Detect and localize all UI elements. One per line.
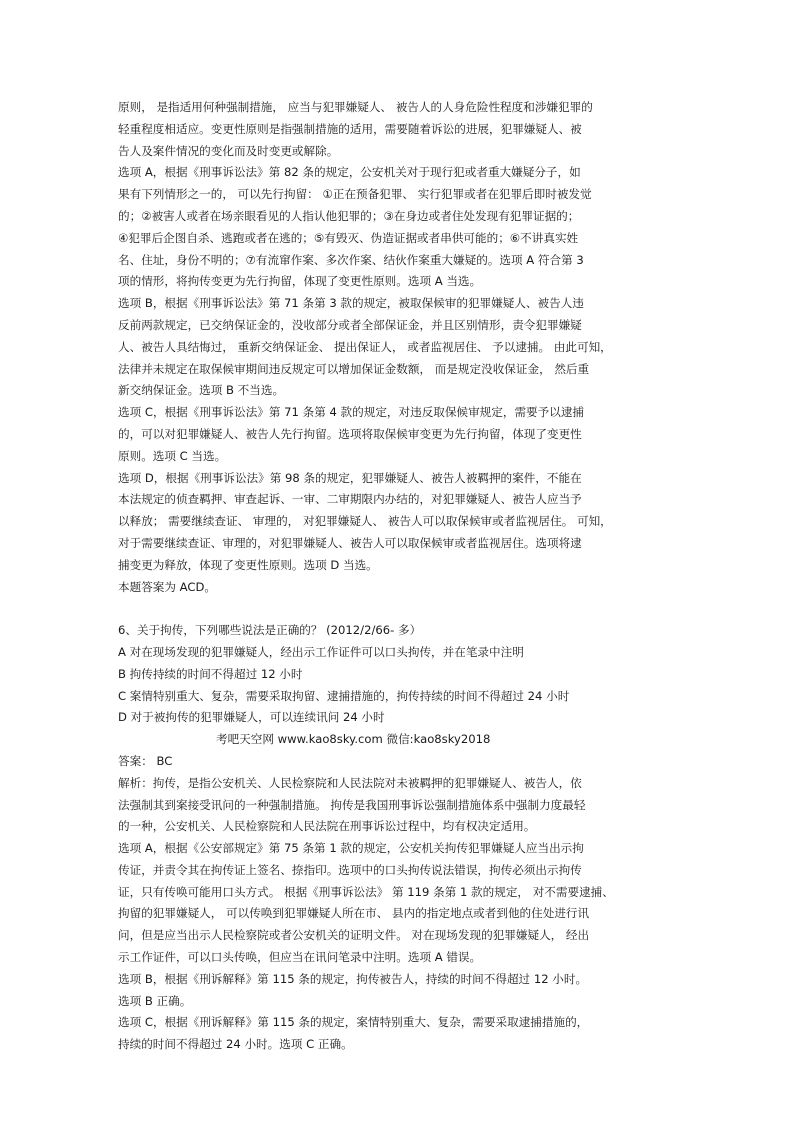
text-line: 新交纳保证金。选项 B 不当选。 [118,383,285,398]
text-line: 答案： BC [118,753,173,768]
text-line: 证，只有传唤可能用口头方式。 根据《刑事诉讼法》 第 119 条第 1 款的规定， 对不需要逮捕、 [118,884,614,899]
text-line: 原则。选项 C 当选。 [118,448,227,463]
question-line: D 对于被拘传的犯罪嫌疑人，可以连续讯问 24 小时 [118,710,385,725]
text-line: 捕变更为释放，体现了变更性原则。选项 D 当选。 [118,557,378,572]
text-line: 反前两款规定，已交纳保证金的，没收部分或者全部保证金，并且区别情形，责令犯罪嫌疑 [118,317,582,332]
text-line: 的；②被害人或者在场亲眼看见的人指认他犯罪的；③在身边或者住处发现有犯罪证据的； [118,208,580,223]
question-line: B 拘传持续的时间不得超过 12 小时 [118,666,303,681]
text-line: 选项 A，根据《公安部规定》第 75 条第 1 款的规定，公安机关拘传犯罪嫌疑人应当出示拘 [118,841,584,856]
text-line: 人、被告人具结悔过， 重新交纳保证金、 提出保证人， 或者监视居住、 予以逮捕。 由此可知， [118,339,612,354]
text-line: 选项 C，根据《刑诉解释》第 115 条的规定，案情特别重大、复杂，需要采取逮捕措施的， [118,1015,589,1030]
explanation-block-2 [118,751,678,1056]
text-line: 选项 B，根据《刑诉解释》第 115 条的规定，拘传被告人，持续的时间不得超过 12 小时。 [118,971,588,986]
text-line: 以释放； 需要继续查证、 审理的， 对犯罪嫌疑人、 被告人可以取保候审或者监视居住。 可知， [118,514,612,529]
text-line: 原则， 是指适用何种强制措施， 应当与犯罪嫌疑人、 被告人的人身危险性程度和涉嫌犯罪的 [118,100,593,114]
text-line: 本题答案为 ACD。 [118,579,216,594]
text-line: ④犯罪后企图自杀、逃跑或者在逃的；⑤有毁灭、伪造证据或者串供可能的；⑥不讲真实姓 [118,230,579,245]
text-line: 对于需要继续查证、审理的，对犯罪嫌疑人、被告人可以取保候审或者监视居住。选项将逮 [118,535,582,550]
text-line: 名、住址，身份不明的；⑦有流窜作案、多次作案、结伙作案重大嫌疑的。选项 A 符合第 3 [118,252,584,267]
text-line: 项的情形，将拘传变更为先行拘留，体现了变更性原则。选项 A 当选。 [118,274,482,289]
text-line: 持续的时间不得超过 24 小时。选项 C 正确。 [118,1037,353,1052]
text-line: 选项 C，根据《刑事诉讼法》第 71 条第 4 款的规定，对违反取保候审规定，需要予以逮捕 [118,405,585,420]
text-line: 选项 B，根据《刑事诉讼法》第 71 条第 3 款的规定，被取保候审的犯罪嫌疑人、被告人违 [118,296,584,311]
watermark-text: 考吧天空网 www.kao8sky.com 微信:kao8sky2018 [216,732,491,747]
text-line: 解析：拘传，是指公安机关、人民检察院和人民法院对未被羁押的犯罪嫌疑人、被告人，依 [118,775,582,790]
text-line: 本法规定的侦查羁押、审查起诉、一审、二审期限内办结的，对犯罪嫌疑人、被告人应当予 [118,492,582,507]
text-line: 果有下列情形之一的， 可以先行拘留： ①正在预备犯罪、 实行犯罪或者在犯罪后即时被发觉 [118,187,592,202]
paragraph-gap [118,598,678,620]
document-page [118,97,678,1056]
text-line: 传证，并责令其在拘传证上签名、捺指印。选项中的口头拘传说法错误，拘传必须出示拘传 [118,862,582,877]
text-line: 的，可以对犯罪嫌疑人、被告人先行拘留。选项将取保候审变更为先行拘留，体现了变更性 [118,426,582,441]
text-line: 问，但是应当出示人民检察院或者公安机关的证明文件。 对在现场发现的犯罪嫌疑人， 经出 [118,928,590,943]
text-line: 选项 D，根据《刑事诉讼法》第 98 条的规定，犯罪嫌疑人、被告人被羁押的案件，不能在 [118,470,582,485]
text-line: 示工作证件，可以口头传唤，但应当在讯问笔录中注明。选项 A 错误。 [118,950,482,965]
text-line: 的一种，公安机关、人民检察院和人民法院在刑事诉讼过程中，均有权决定适用。 [118,819,536,834]
text-line: 告人及案件情况的变化而及时变更或解除。 [118,143,339,158]
explanation-block-1 [118,97,678,598]
text-line: 选项 B 正确。 [118,993,192,1008]
question-line: A 对在现场发现的犯罪嫌疑人，经出示工作证件可以口头拘传，并在笔录中注明 [118,644,524,659]
text-line: 轻重程度相适应。变更性原则是指强制措施的适用，需要随着诉讼的进展，犯罪嫌疑人、被 [118,121,582,136]
question-line: 6、关于拘传，下列哪些说法是正确的？ (2012/2/66- 多） [118,623,422,638]
text-line: 法律并未规定在取保候审期间违反规定可以增加保证金数额， 而是规定没收保证金， 然后重 [118,361,590,376]
text-line: 法强制其到案接受讯问的一种强制措施。 拘传是我国刑事诉讼强制措施体系中强制力度最轻 [118,797,586,812]
question-6 [118,620,678,729]
text-line: 拘留的犯罪嫌疑人， 可以传唤到犯罪嫌疑人所在市、 县内的指定地点或者到他的住处进行讯 [118,906,590,921]
text-line: 选项 A，根据《刑事诉讼法》第 82 条的规定，公安机关对于现行犯或者重大嫌疑分子，如 [118,165,581,180]
question-line: C 案情特别重大、复杂，需要采取拘留、逮捕措施的，拘传持续的时间不得超过 24 小时 [118,688,570,703]
